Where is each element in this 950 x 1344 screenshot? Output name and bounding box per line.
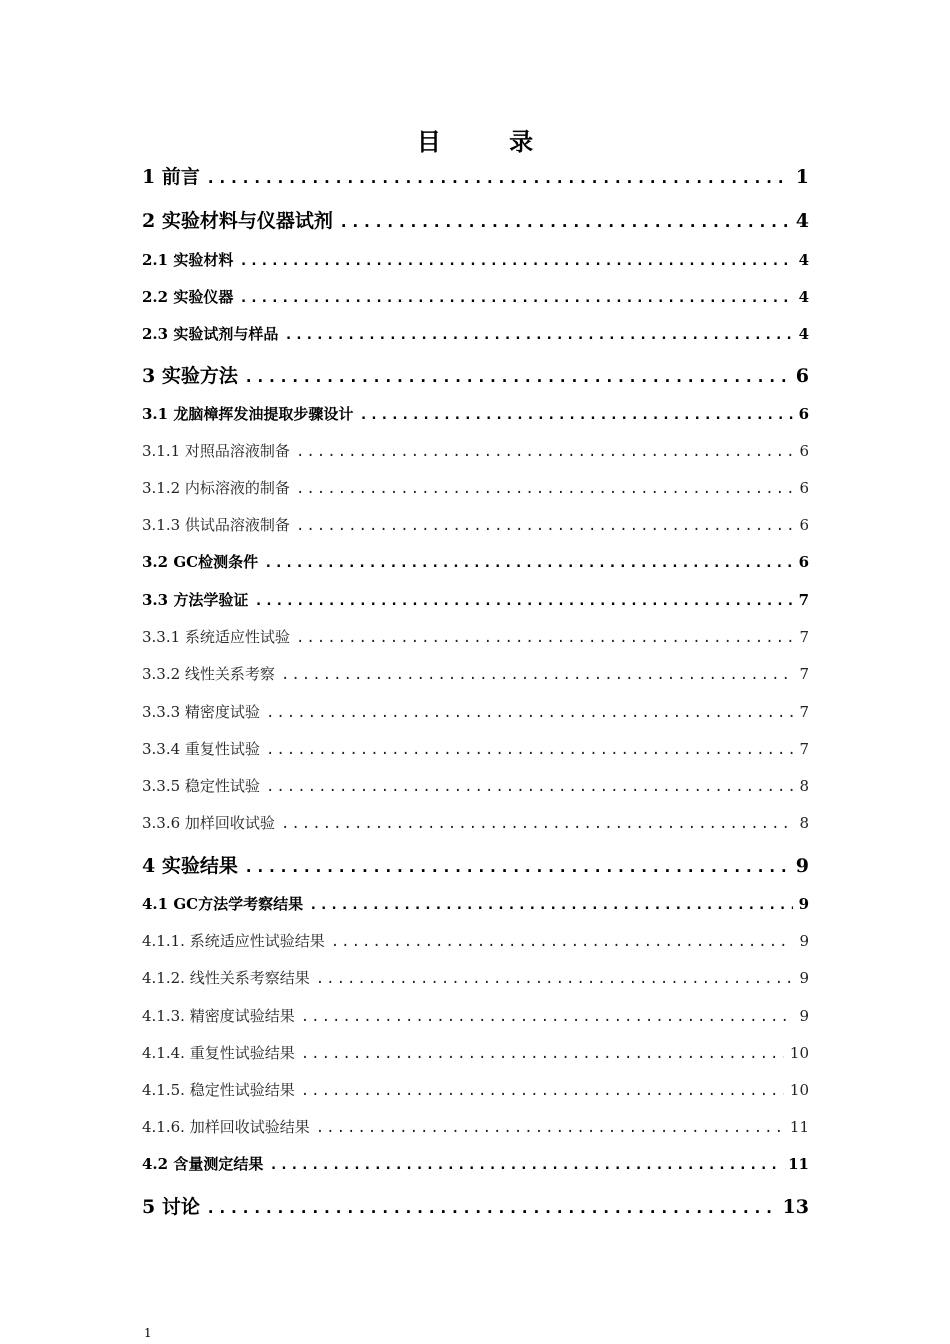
toc-entry-label: 4.1 GC方法学考察结果 (142, 895, 304, 913)
toc-entry[interactable] (142, 323, 809, 344)
toc-leader-dots (206, 1198, 777, 1217)
toc-entry-page-number: 9 (799, 932, 809, 950)
toc-leader-dots (296, 444, 794, 460)
toc-entry[interactable] (142, 286, 809, 307)
toc-entry-label: 3.1.3 供试品溶液制备 (142, 516, 290, 534)
toc-leader-dots (301, 1083, 784, 1099)
toc-entry[interactable] (142, 930, 809, 951)
toc-entry[interactable] (142, 1153, 809, 1174)
toc-entry[interactable] (142, 626, 809, 647)
toc-entry[interactable] (142, 440, 809, 461)
toc-entry-page-number: 11 (789, 1118, 809, 1136)
toc-entry-page-number: 7 (798, 591, 809, 609)
toc-entry-page-number: 7 (799, 665, 809, 683)
toc-entry[interactable] (142, 738, 809, 759)
toc-entry-label: 3.3.3 精密度试验 (142, 703, 260, 721)
toc-entry[interactable] (142, 589, 809, 610)
toc-entry-label: 4.1.5. 稳定性试验结果 (142, 1081, 295, 1099)
toc-leader-dots (281, 667, 794, 683)
toc-entry[interactable] (142, 249, 809, 270)
toc-leader-dots (296, 630, 794, 646)
toc-entry-page-number: 6 (799, 516, 809, 534)
toc-entry[interactable] (142, 1079, 809, 1100)
toc-leader-dots (296, 481, 794, 497)
toc-entry-label: 4.1.2. 线性关系考察结果 (142, 969, 310, 987)
toc-entry[interactable] (142, 1192, 809, 1219)
toc-entry-label: 3.1.1 对照品溶液制备 (142, 442, 290, 460)
toc-entry-page-number: 4 (798, 251, 809, 269)
toc-entry-page-number: 8 (799, 814, 809, 832)
toc-title: 目 录 (416, 127, 564, 156)
toc-entry[interactable] (142, 162, 809, 189)
toc-entry-page-number: 9 (795, 855, 809, 877)
toc-entry-page-number: 7 (799, 703, 809, 721)
toc-entry-page-number: 10 (789, 1081, 809, 1099)
toc-leader-dots (301, 1046, 784, 1062)
toc-leader-dots (296, 518, 794, 534)
toc-leader-dots (281, 816, 794, 832)
toc-entry[interactable] (142, 775, 809, 796)
toc-entry[interactable] (142, 701, 809, 722)
toc-entry[interactable] (142, 812, 809, 833)
toc-entry-label: 1 前言 (142, 166, 200, 188)
toc-entry-page-number: 1 (795, 166, 809, 188)
toc-leader-dots (266, 742, 794, 758)
toc-leader-dots (239, 253, 792, 269)
toc-leader-dots (284, 327, 792, 343)
toc-leader-dots (301, 1009, 794, 1025)
toc-entry[interactable] (142, 1116, 809, 1137)
toc-leader-dots (269, 1157, 782, 1173)
toc-entry-label: 4 实验结果 (142, 855, 238, 877)
footer-page-number: 1 (144, 1326, 152, 1340)
toc-entry-label: 3 实验方法 (142, 365, 238, 387)
toc-entry-page-number: 6 (798, 405, 809, 423)
toc-entry-label: 3.3.6 加样回收试验 (142, 814, 275, 832)
toc-entry-label: 3.3.4 重复性试验 (142, 740, 260, 758)
toc-entry-page-number: 7 (799, 740, 809, 758)
toc-leader-dots (309, 897, 792, 913)
toc-entry-page-number: 6 (795, 365, 809, 387)
toc-leader-dots (264, 555, 792, 571)
toc-entry-label: 3.1.2 内标溶液的制备 (142, 479, 290, 497)
toc-leader-dots (359, 407, 792, 423)
toc-entry-page-number: 4 (798, 288, 809, 306)
toc-leader-dots (239, 290, 792, 306)
toc-entry-page-number: 13 (782, 1196, 809, 1218)
toc-entry[interactable] (142, 1042, 809, 1063)
toc-entry-page-number: 9 (799, 969, 809, 987)
toc-entry-label: 3.3.2 线性关系考察 (142, 665, 275, 683)
toc-leader-dots (266, 705, 794, 721)
toc-entry-page-number: 7 (799, 628, 809, 646)
toc-entry-label: 5 讨论 (142, 1196, 200, 1218)
toc-entry[interactable] (142, 893, 809, 914)
toc-entry-page-number: 8 (799, 777, 809, 795)
toc-leader-dots (266, 779, 794, 795)
toc-entry-label: 2.3 实验试剂与样品 (142, 325, 279, 343)
toc-entry-page-number: 6 (799, 442, 809, 460)
toc-leader-dots (331, 934, 794, 950)
toc-entry[interactable] (142, 403, 809, 424)
toc-entry-page-number: 10 (789, 1044, 809, 1062)
toc-entry[interactable] (142, 514, 809, 535)
toc-entry-page-number: 9 (799, 1007, 809, 1025)
toc-entry-label: 3.3.1 系统适应性试验 (142, 628, 290, 646)
toc-entry-label: 4.1.1. 系统适应性试验结果 (142, 932, 325, 950)
toc-entry-page-number: 6 (798, 553, 809, 571)
toc-entry-label: 3.3 方法学验证 (142, 591, 249, 609)
toc-entry-label: 2.1 实验材料 (142, 251, 234, 269)
toc-leader-dots (339, 212, 790, 231)
toc-entry[interactable] (142, 361, 809, 388)
toc-entry[interactable] (142, 1005, 809, 1026)
toc-leader-dots (244, 367, 790, 386)
toc-entry-label: 4.1.6. 加样回收试验结果 (142, 1118, 310, 1136)
toc-entry-page-number: 4 (795, 210, 809, 232)
toc-leader-dots (316, 971, 794, 987)
toc-entry[interactable] (142, 663, 809, 684)
toc-entry[interactable] (142, 477, 809, 498)
toc-entry-label: 3.3.5 稳定性试验 (142, 777, 260, 795)
toc-entry-page-number: 6 (799, 479, 809, 497)
toc-entry[interactable] (142, 206, 809, 233)
toc-entry[interactable] (142, 967, 809, 988)
toc-entry-page-number: 4 (798, 325, 809, 343)
toc-entry-label: 3.1 龙脑樟挥发油提取步骤设计 (142, 405, 354, 423)
toc-entry-label: 2 实验材料与仪器试剂 (142, 210, 333, 232)
toc-entry[interactable] (142, 851, 809, 878)
toc-entry-label: 4.2 含量测定结果 (142, 1155, 264, 1173)
toc-entry-page-number: 11 (788, 1155, 809, 1173)
toc-leader-dots (206, 168, 790, 187)
toc-leader-dots (254, 593, 792, 609)
toc-leader-dots (316, 1120, 784, 1136)
toc-entry-label: 4.1.4. 重复性试验结果 (142, 1044, 295, 1062)
toc-entry-page-number: 9 (798, 895, 809, 913)
toc-entry-label: 4.1.3. 精密度试验结果 (142, 1007, 295, 1025)
toc-entry-label: 2.2 实验仪器 (142, 288, 234, 306)
toc-entry[interactable] (142, 551, 809, 572)
toc-leader-dots (244, 857, 790, 876)
toc-entry-label: 3.2 GC检测条件 (142, 553, 259, 571)
